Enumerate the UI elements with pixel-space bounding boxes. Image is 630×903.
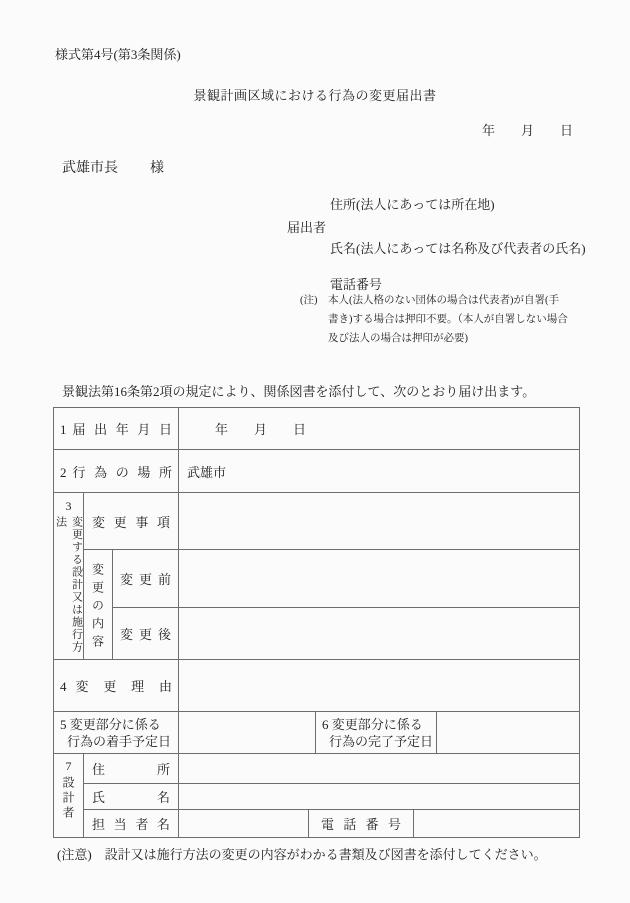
change-content-side-label [84, 550, 113, 660]
value-place-of-act: 武雄市 [179, 450, 579, 493]
declarant-name-label: 氏名(法人にあっては名称及び代表者の氏名) [330, 241, 586, 256]
section3-text: 変更する設計又は施行方法 [54, 516, 83, 654]
value-phone-number [414, 810, 579, 837]
section7-number: 7 [65, 759, 72, 773]
label-change-reason: 4 変 更 理 由 [54, 660, 179, 712]
value-change-items [179, 493, 579, 550]
seal-note [300, 291, 568, 348]
value-change-reason [179, 660, 579, 712]
addressee-honorific: 様 [150, 161, 164, 176]
page-title: 景観計画区域における行為の変更届出書 [193, 88, 437, 103]
seal-note-line2: 書き)する場合は押印不要。（本人が自署しない場合 [328, 314, 568, 325]
label-notification-date: 1 届 出 年 月 日 [54, 408, 179, 450]
section3-side-label [54, 493, 84, 660]
section7-side-label [54, 754, 84, 837]
section7-text: 設計者 [61, 776, 75, 821]
seal-note-line1: (注) 本人(法人格のない団体の場合は代表者)が自署(手 [300, 295, 559, 306]
value-contact-person [179, 810, 309, 837]
footer-note: (注意) 設計又は施行方法の変更の内容がわかる書類及び図書を添付してください。 [57, 847, 547, 862]
label-change-items: 変 更 事 項 [84, 493, 179, 550]
declarant-phone-label: 電話番号 [330, 277, 383, 292]
change-content-text: 変更の内容 [90, 562, 105, 653]
label-completion-date: 6 変更部分に係る 行為の完了予定日 [316, 712, 437, 754]
label-designer-address: 住 所 [84, 754, 179, 784]
value-designer-address [179, 754, 579, 784]
addressee-name: 武雄市長 [62, 161, 118, 176]
value-notification-date: 年 月 日 [179, 408, 579, 450]
label-contact-person: 担 当 者 名 [84, 810, 179, 837]
intro-text: 景観法第16条第2項の規定により、関係図書を添付して、次のとおり届け出ます。 [62, 384, 536, 399]
declarant-label: 届出者 [287, 220, 327, 235]
addressee-row [62, 157, 164, 177]
label-before-change: 変 更 前 [113, 550, 179, 608]
value-before-change [179, 550, 579, 608]
declarant-address-label: 住所(法人にあっては所在地) [330, 197, 495, 212]
section3-number: 3 [65, 499, 72, 513]
label-phone-number: 電 話 番 号 [309, 810, 414, 837]
value-designer-name [179, 784, 579, 810]
value-completion-date [437, 712, 579, 754]
label-after-change: 変 更 後 [113, 608, 179, 660]
label-place-of-act: 2 行 為 の 場 所 [54, 450, 179, 493]
notification-table [53, 407, 580, 838]
label-designer-name: 氏 名 [84, 784, 179, 810]
form-number: 様式第4号(第3条関係) [55, 47, 181, 62]
value-start-date [179, 712, 316, 754]
label-start-date: 5 変更部分に係る 行為の着手予定日 [54, 712, 179, 754]
value-after-change [179, 608, 579, 660]
seal-note-line3: 及び法人の場合は押印が必要) [328, 333, 468, 344]
header-date-line: 年 月 日 [482, 123, 574, 138]
